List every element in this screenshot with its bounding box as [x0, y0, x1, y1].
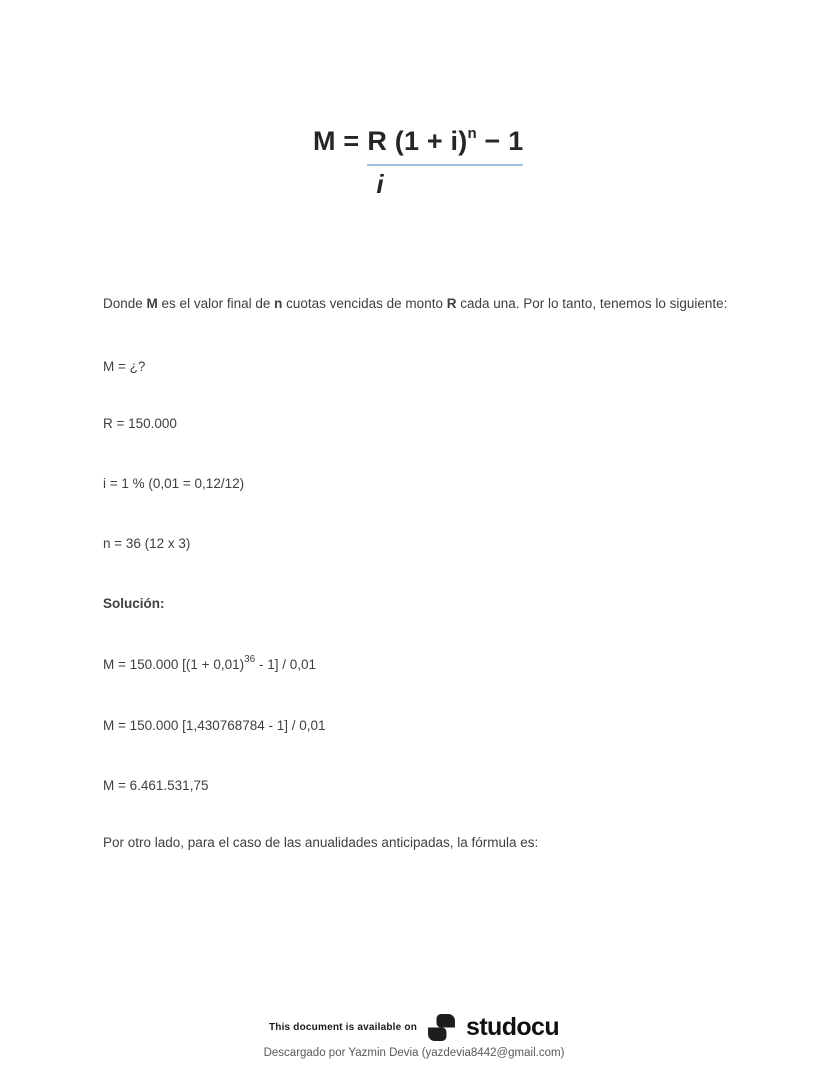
formula-numerator-base: R (1 + i): [367, 126, 468, 156]
calc1-post: - 1] / 0,01: [255, 656, 317, 672]
line-calc3: M = 6.461.531,75: [103, 777, 209, 793]
formula-denominator: i: [376, 169, 384, 199]
annuity-formula: [313, 126, 523, 200]
studocu-wordmark: studocu: [466, 1013, 560, 1041]
downloaded-by-text: Descargado por Yazmin Devia (yazdevia8442@gmail.com): [263, 1047, 565, 1059]
available-on-text: This document is available on: [268, 1022, 418, 1033]
formula-fraction: [367, 126, 523, 200]
line-calc2: M = 150.000 [1,430768784 - 1] / 0,01: [103, 717, 326, 733]
intro-text: cada una. Por lo tanto, tenemos lo siguiente:: [456, 295, 728, 311]
line-calc1: [103, 656, 316, 673]
intro-var-r: R: [446, 295, 457, 311]
line-r-value: R = 150.000: [103, 415, 177, 431]
calc1-pre: M = 150.000 [(1 + 0,01): [103, 656, 245, 672]
solution-heading: Solución:: [103, 595, 165, 611]
formula-lhs: M =: [313, 126, 360, 156]
line-m-question: M = ¿?: [103, 358, 146, 374]
studocu-logo-icon: [427, 1013, 456, 1042]
footer-branding: [0, 1013, 828, 1042]
line-i-value: i = 1 % (0,01 = 0,12/12): [103, 475, 245, 491]
intro-var-m: M: [146, 295, 158, 311]
line-n-value: n = 36 (12 x 3): [103, 535, 191, 551]
formula-exponent: n: [467, 125, 477, 142]
formula-numerator-rest: − 1: [476, 126, 524, 156]
calc1-exponent: 36: [244, 654, 256, 665]
intro-text: es el valor final de: [157, 295, 275, 311]
formula-numerator: [367, 126, 523, 166]
outro-paragraph: Por otro lado, para el caso de las anualidades anticipadas, la fórmula es:: [103, 834, 539, 850]
intro-var-n: n: [274, 295, 283, 311]
intro-text: cuotas vencidas de monto: [282, 295, 447, 311]
intro-text: Donde: [103, 295, 147, 311]
intro-paragraph: [103, 295, 753, 312]
